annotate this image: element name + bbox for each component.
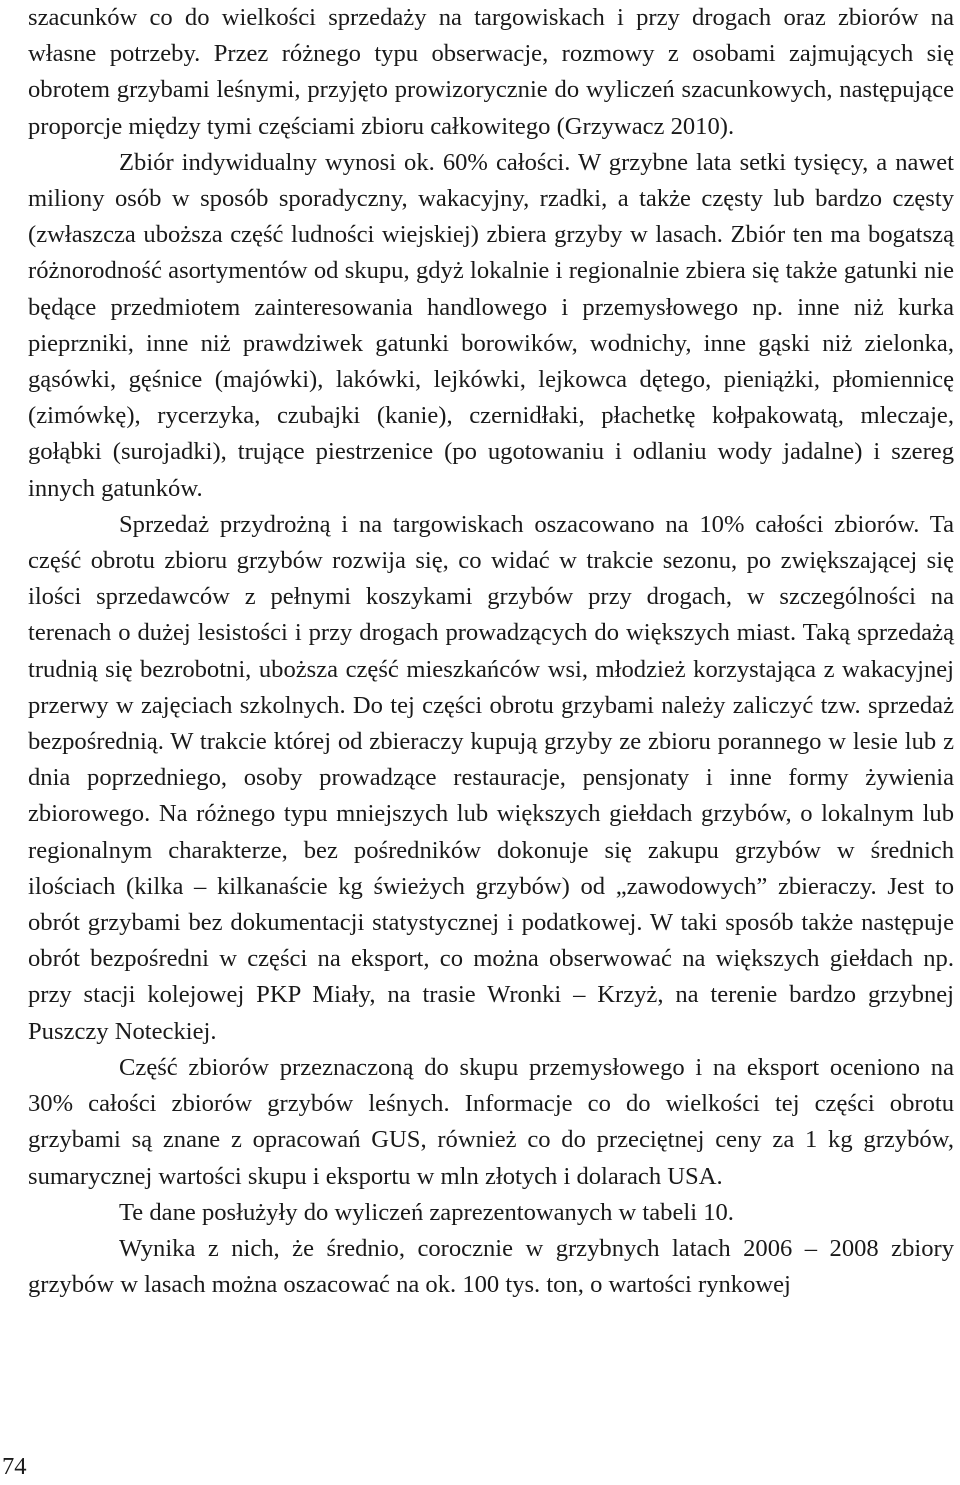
paragraph-roadside-sales: Sprzedaż przydrożną i na targowiskach oszacowano na 10% całości zbiorów. Ta część obrotu zbioru grzybów rozwija się, co widać w trakcie sezonu, po zwiększającej się ilości sprzedawców z pełnymi koszykami grzybów przy drogach, w szczególności na terenach o dużej lesistości i przy drogach prowadzących do większych miast. Taką sprzedażą trudnią się bezrobotni, uboższa część mieszkańców wsi, młodzież korzystająca z wakacyjnej przerwy w zajęciach szkolnych. Do tej części obrotu grzybami należy zaliczyć tzw. sprzedaż bezpośrednią. W trakcie której od zbieraczy kupują grzyby ze zbioru porannego w lesie lub z dnia poprzedniego, osoby prowadzące restauracje, pensjonaty i inne formy żywienia zbiorowego. Na różnego typu mniejszych lub większych giełdach grzybów, o lokalnym lub regionalnym charakterze, bez pośredników dokonuje się zakupu grzybów w średnich ilościach (kilka – kilkanaście kg świeżych grzybów) od „zawodowych” zbieraczy. Jest to obrót grzybami bez dokumentacji statystycznej i podatkowej. W taki sposób także następuje obrót bezpośredni w części na eksport, co można obserwować na większych giełdach np. przy stacji kolejowej PKP Miały, na trasie Wronki – Krzyż, na terenie bardzo grzybnej Puszczy Noteckiej. bbox=[28, 510, 954, 1045]
page-number: 74 bbox=[2, 1453, 27, 1480]
document-body bbox=[28, 0, 954, 1303]
paragraph-individual-harvest: Zbiór indywidualny wynosi ok. 60% całości. W grzybne lata setki tysięcy, a nawet miliony osób w sposób sporadyczny, wakacyjny, rzadki, a także częsty lub bardzo częsty (zwłaszcza uboższa część ludności wiejskiej) zbiera grzyby w lasach. Zbiór ten ma bogatszą różnorodność asortymentów od skupu, gdyż lokalnie i regionalnie zbiera się także gatunki nie będące przedmiotem zainteresowania handlowego i przemysłowego np. inne niż kurka pieprzniki, inne niż prawdziwek gatunki borowików, wodnichy, inne gąski niż zielonka, gąsówki, gęśnice (majówki), lakówki, lejkówki, lejkowca dętego, pieniążki, płomiennicę (zimówkę), rycerzyka, czubajki (kanie), czernidłaki, płachetkę kołpakowatą, mleczaje, gołąbki (surojadki), trujące piestrzenice (po ugotowaniu i odlaniu wody jadalne) i szereg innych gatunków. bbox=[28, 148, 954, 502]
paragraph-industrial-purchase: Część zbiorów przeznaczoną do skupu przemysłowego i na eksport oceniono na 30% całości zbiorów grzybów leśnych. Informacje co do wielkości tej części obrotu grzybami są znane z opracowań GUS, również co do przeciętnej ceny za 1 kg grzybów, sumarycznej wartości skupu i eksportu w mln złotych i dolarach USA. bbox=[28, 1053, 954, 1190]
paragraph-continuation: szacunków co do wielkości sprzedaży na targowiskach i przy drogach oraz zbiorów na własne potrzeby. Przez różnego typu obserwacje, rozmowy z osobami zajmujących się obrotem grzybami leśnymi, przyjęto prowizorycznie do wyliczeń szacunkowych, następujące proporcje między tymi częściami zbioru całkowitego (Grzywacz 2010). bbox=[28, 4, 954, 140]
paragraph-conclusion: Wynika z nich, że średnio, corocznie w grzybnych latach 2006 – 2008 zbiory grzybów w lasach można oszacować na ok. 100 tys. ton, o wartości rynkowej bbox=[28, 1234, 954, 1299]
paragraph-table-reference: Te dane posłużyły do wyliczeń zaprezentowanych w tabeli 10. bbox=[119, 1198, 734, 1226]
